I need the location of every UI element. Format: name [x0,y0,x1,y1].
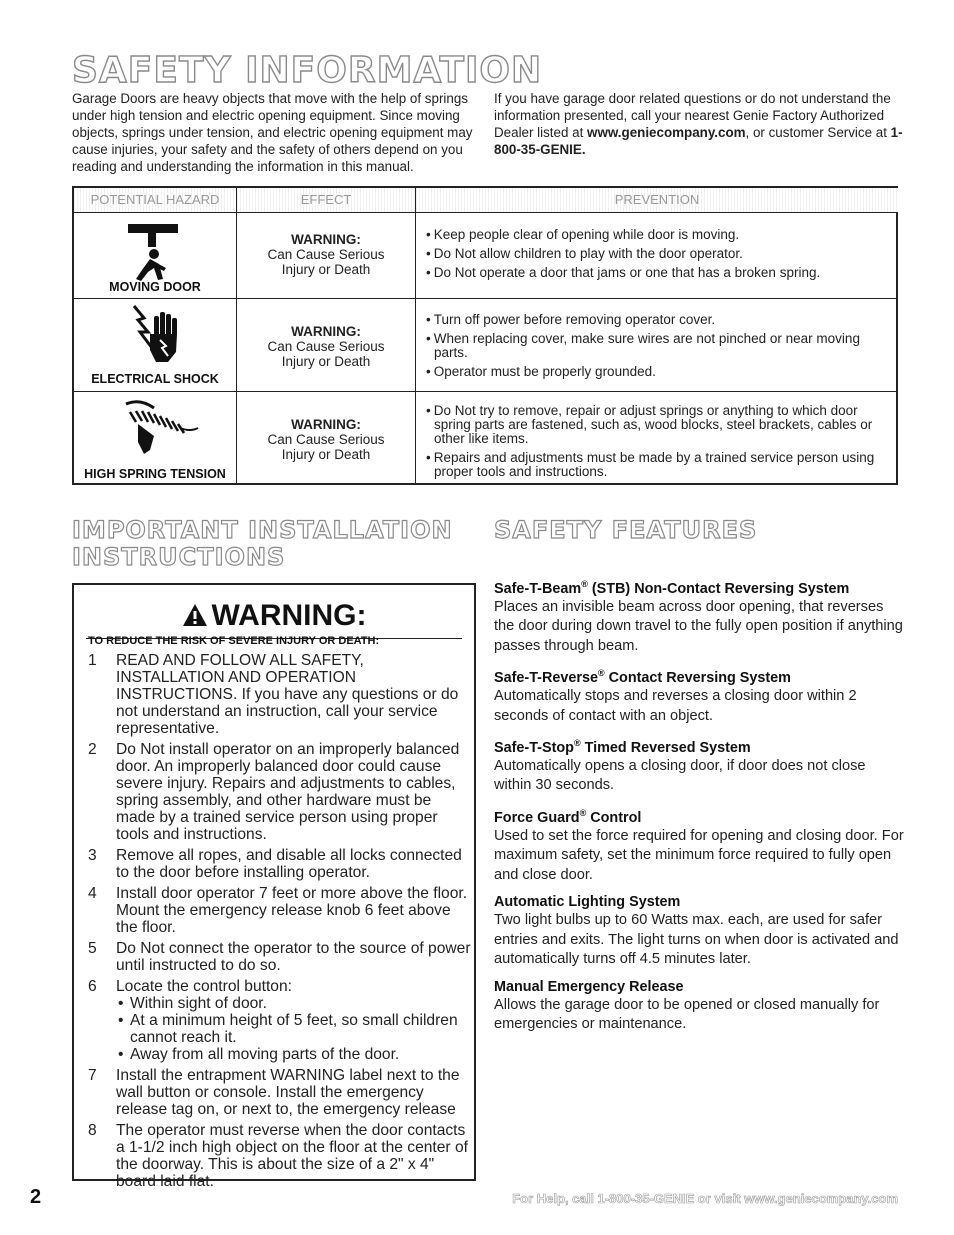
step-number: 8 [88,1122,97,1139]
step-item [88,1067,472,1118]
feature-description: Automatically opens a closing door, if door does not close within 30 seconds. [494,757,866,794]
phone-number: 1-800-35-GENIE. [494,125,903,157]
feature-title [494,664,904,687]
intro-text-left: Garage Doors are heavy objects that move with the help of springs under high tension and electric opening equipment. Since moving objects, springs under tension, and electric opening equipment may cause injuries, your safety and the safety of others depend on you reading and understanding the information in this manual. [72,91,473,174]
feature-title [494,575,904,598]
feature-description: Allows the garage door to be opened or closed manually for emergencies or maintenance. [494,996,880,1033]
installation-title-line2: INSTRUCTIONS [72,543,286,571]
hazard-table [72,186,898,485]
registered-mark: ® [573,738,581,749]
feature-name: Manual Emergency Release [494,978,684,995]
warning-label: WARNING: [291,324,361,339]
moving-door-icon [128,224,178,287]
spring-tension-icon [120,398,200,463]
registered-mark: ® [579,807,587,818]
footer-help-text: For Help, call 1-800-35-GENIE or visit www.geniecompany.com [512,1191,898,1206]
hazard-label-electrical-shock: ELECTRICAL SHOCK [91,372,219,386]
warning-heading [74,599,474,633]
page-number: 2 [30,1186,42,1208]
feature-name: Safe-T-Reverse [494,670,598,687]
prevention-item: • Do Not allow children to play with the door operator. [426,247,886,261]
prevention-list-moving-door [426,228,886,285]
prevention-item: • Operator must be properly grounded. [426,365,886,379]
effect-text: Can Cause Serious [267,339,385,354]
header-prevention: PREVENTION [416,188,898,213]
feature-title [494,978,904,996]
step-item [88,741,472,843]
installation-title-line1: IMPORTANT INSTALLATION [72,516,453,544]
step-number: 1 [88,652,97,669]
electrical-shock-icon [130,304,178,371]
warning-box [72,583,476,1190]
warning-label: WARNING: [291,232,361,247]
step-text: The operator must reverse when the door contacts a 1-1/2 inch high object on the floor at the center of the doorway. This is about the size of a 2" x 4" board laid flat. [116,1122,468,1190]
bullet-item: • Within sight of door. [116,995,472,1012]
step-item [88,1122,472,1190]
feature-description: Places an invisible beam across door opening, that reverses the door during down travel to the fully open position if anything passes through beam. [494,598,903,654]
prevention-list-spring-tension [426,404,886,484]
header-effect: EFFECT [237,188,415,213]
feature-name: Safe-T-Stop [494,739,574,756]
installation-steps [88,652,472,1194]
feature-title [494,893,904,911]
effect-text: Injury or Death [281,354,371,369]
warning-label: WARNING: [291,417,361,432]
effect-electrical-shock [237,324,415,369]
effect-text: Injury or Death [281,262,371,277]
intro-text-right [494,90,904,158]
step-text: Install door operator 7 feet or more above the floor. Mount the emergency release knob 6 feet above the floor. [116,885,468,936]
feature-suffix: Timed Reversed System [580,739,751,756]
prevention-item: • Keep people clear of opening while door is moving. [426,228,886,242]
features-title: SAFETY FEATURES [494,516,758,544]
hazard-label-spring-tension: HIGH SPRING TENSION [84,467,226,481]
step-text: READ AND FOLLOW ALL SAFETY, INSTALLATION AND OPERATION INSTRUCTIONS. If you have any questions or do not understand an instruction, call your service representative. [116,652,459,737]
step6-bullets [116,995,472,1063]
header-potential-hazard: POTENTIAL HAZARD [74,188,236,213]
row-divider [74,391,896,392]
step-number: 4 [88,885,97,902]
feature-name: Safe-T-Beam [494,580,582,597]
prevention-item: • Do Not operate a door that jams or one that has a broken spring. [426,266,886,280]
step-text: Locate the control button: [116,978,292,995]
step-text: Do Not install operator on an improperly balanced door. An improperly balanced door could cause severe injury. Repairs and adjustments to cables, spring assembly, and other hardware must be made by a trained service person using proper tools and instructions. [116,741,460,843]
step-item [88,652,472,737]
row-divider [74,298,896,299]
effect-text: Can Cause Serious [267,432,385,447]
step-number: 2 [88,741,97,758]
feature-suffix: Contact Reversing System [604,670,791,687]
warning-triangle-icon [182,603,208,627]
prevention-item: • Turn off power before removing operator cover. [426,313,886,327]
feature-name: Force Guard [494,809,580,826]
prevention-item: • When replacing cover, make sure wires are not pinched or near moving parts. [426,332,886,360]
step-number: 6 [88,978,97,995]
feature-suffix: (STB) Non-Contact Reversing System [587,580,850,597]
intro-right-text: If you have garage door related questions or do not understand the information presented, call your nearest Genie Factory Authorized Dealer listed at [494,91,891,140]
feature-suffix: Control [586,809,642,826]
effect-moving-door [237,232,415,277]
feature-title [494,804,904,827]
step-text: Install the entrapment WARNING label next to the wall button or console. Install the emergency release tag on, or next to, the emergency release [116,1067,460,1118]
website-link[interactable]: www.geniecompany.com [587,125,746,140]
prevention-item: • Repairs and adjustments must be made by a trained service person using proper tools and instructions. [426,451,886,479]
step-text: Remove all ropes, and disable all locks connected to the door before installing operator. [116,847,462,881]
step-number: 3 [88,847,97,864]
feature-description: Automatically stops and reverses a closing door within 2 seconds of contact with an object. [494,688,857,724]
step-item [88,885,472,936]
feature-name: Automatic Lighting System [494,894,681,911]
step-number: 5 [88,940,97,957]
step-item [88,940,472,974]
prevention-item: • Do Not try to remove, repair or adjust springs or anything to which door spring parts are fastened, such as, wood blocks, steel brackets, cables or other like items. [426,404,886,446]
hazard-label-moving-door: MOVING DOOR [109,280,201,294]
warning-heading-text: WARNING: [211,599,367,632]
effect-text: Can Cause Serious [267,247,385,262]
step-item [88,978,472,1063]
feature-title [494,734,904,757]
step-item [88,847,472,881]
feature-description: Used to set the force required for opening and closing door. For maximum safety, set the minimum force required to fully open and close door. [494,827,904,883]
registered-mark: ® [581,579,588,589]
bullet-item: • Away from all moving parts of the door. [116,1046,472,1063]
intro-right-middle: , or customer Service at [745,125,891,140]
warning-subheading: TO REDUCE THE RISK OF SEVERE INJURY OR DEATH: [88,635,380,647]
step-number: 7 [88,1067,97,1084]
prevention-list-electrical-shock [426,313,886,384]
features-list [494,575,904,1043]
effect-spring-tension [237,417,415,462]
installation-title [72,517,453,571]
column-divider [415,188,416,483]
effect-text: Injury or Death [281,447,371,462]
step-text: Do Not connect the operator to the source of power until instructed to do so. [116,940,471,974]
registered-mark: ® [598,668,605,679]
page-title: SAFETY INFORMATION [72,50,543,91]
feature-description: Two light bulbs up to 60 Watts max. each, are used for safer entries and exits. The light turns on when door is activated and automatically turns off 4.5 minutes later. [494,912,899,968]
bullet-item: • At a minimum height of 5 feet, so small children cannot reach it. [116,1012,472,1046]
